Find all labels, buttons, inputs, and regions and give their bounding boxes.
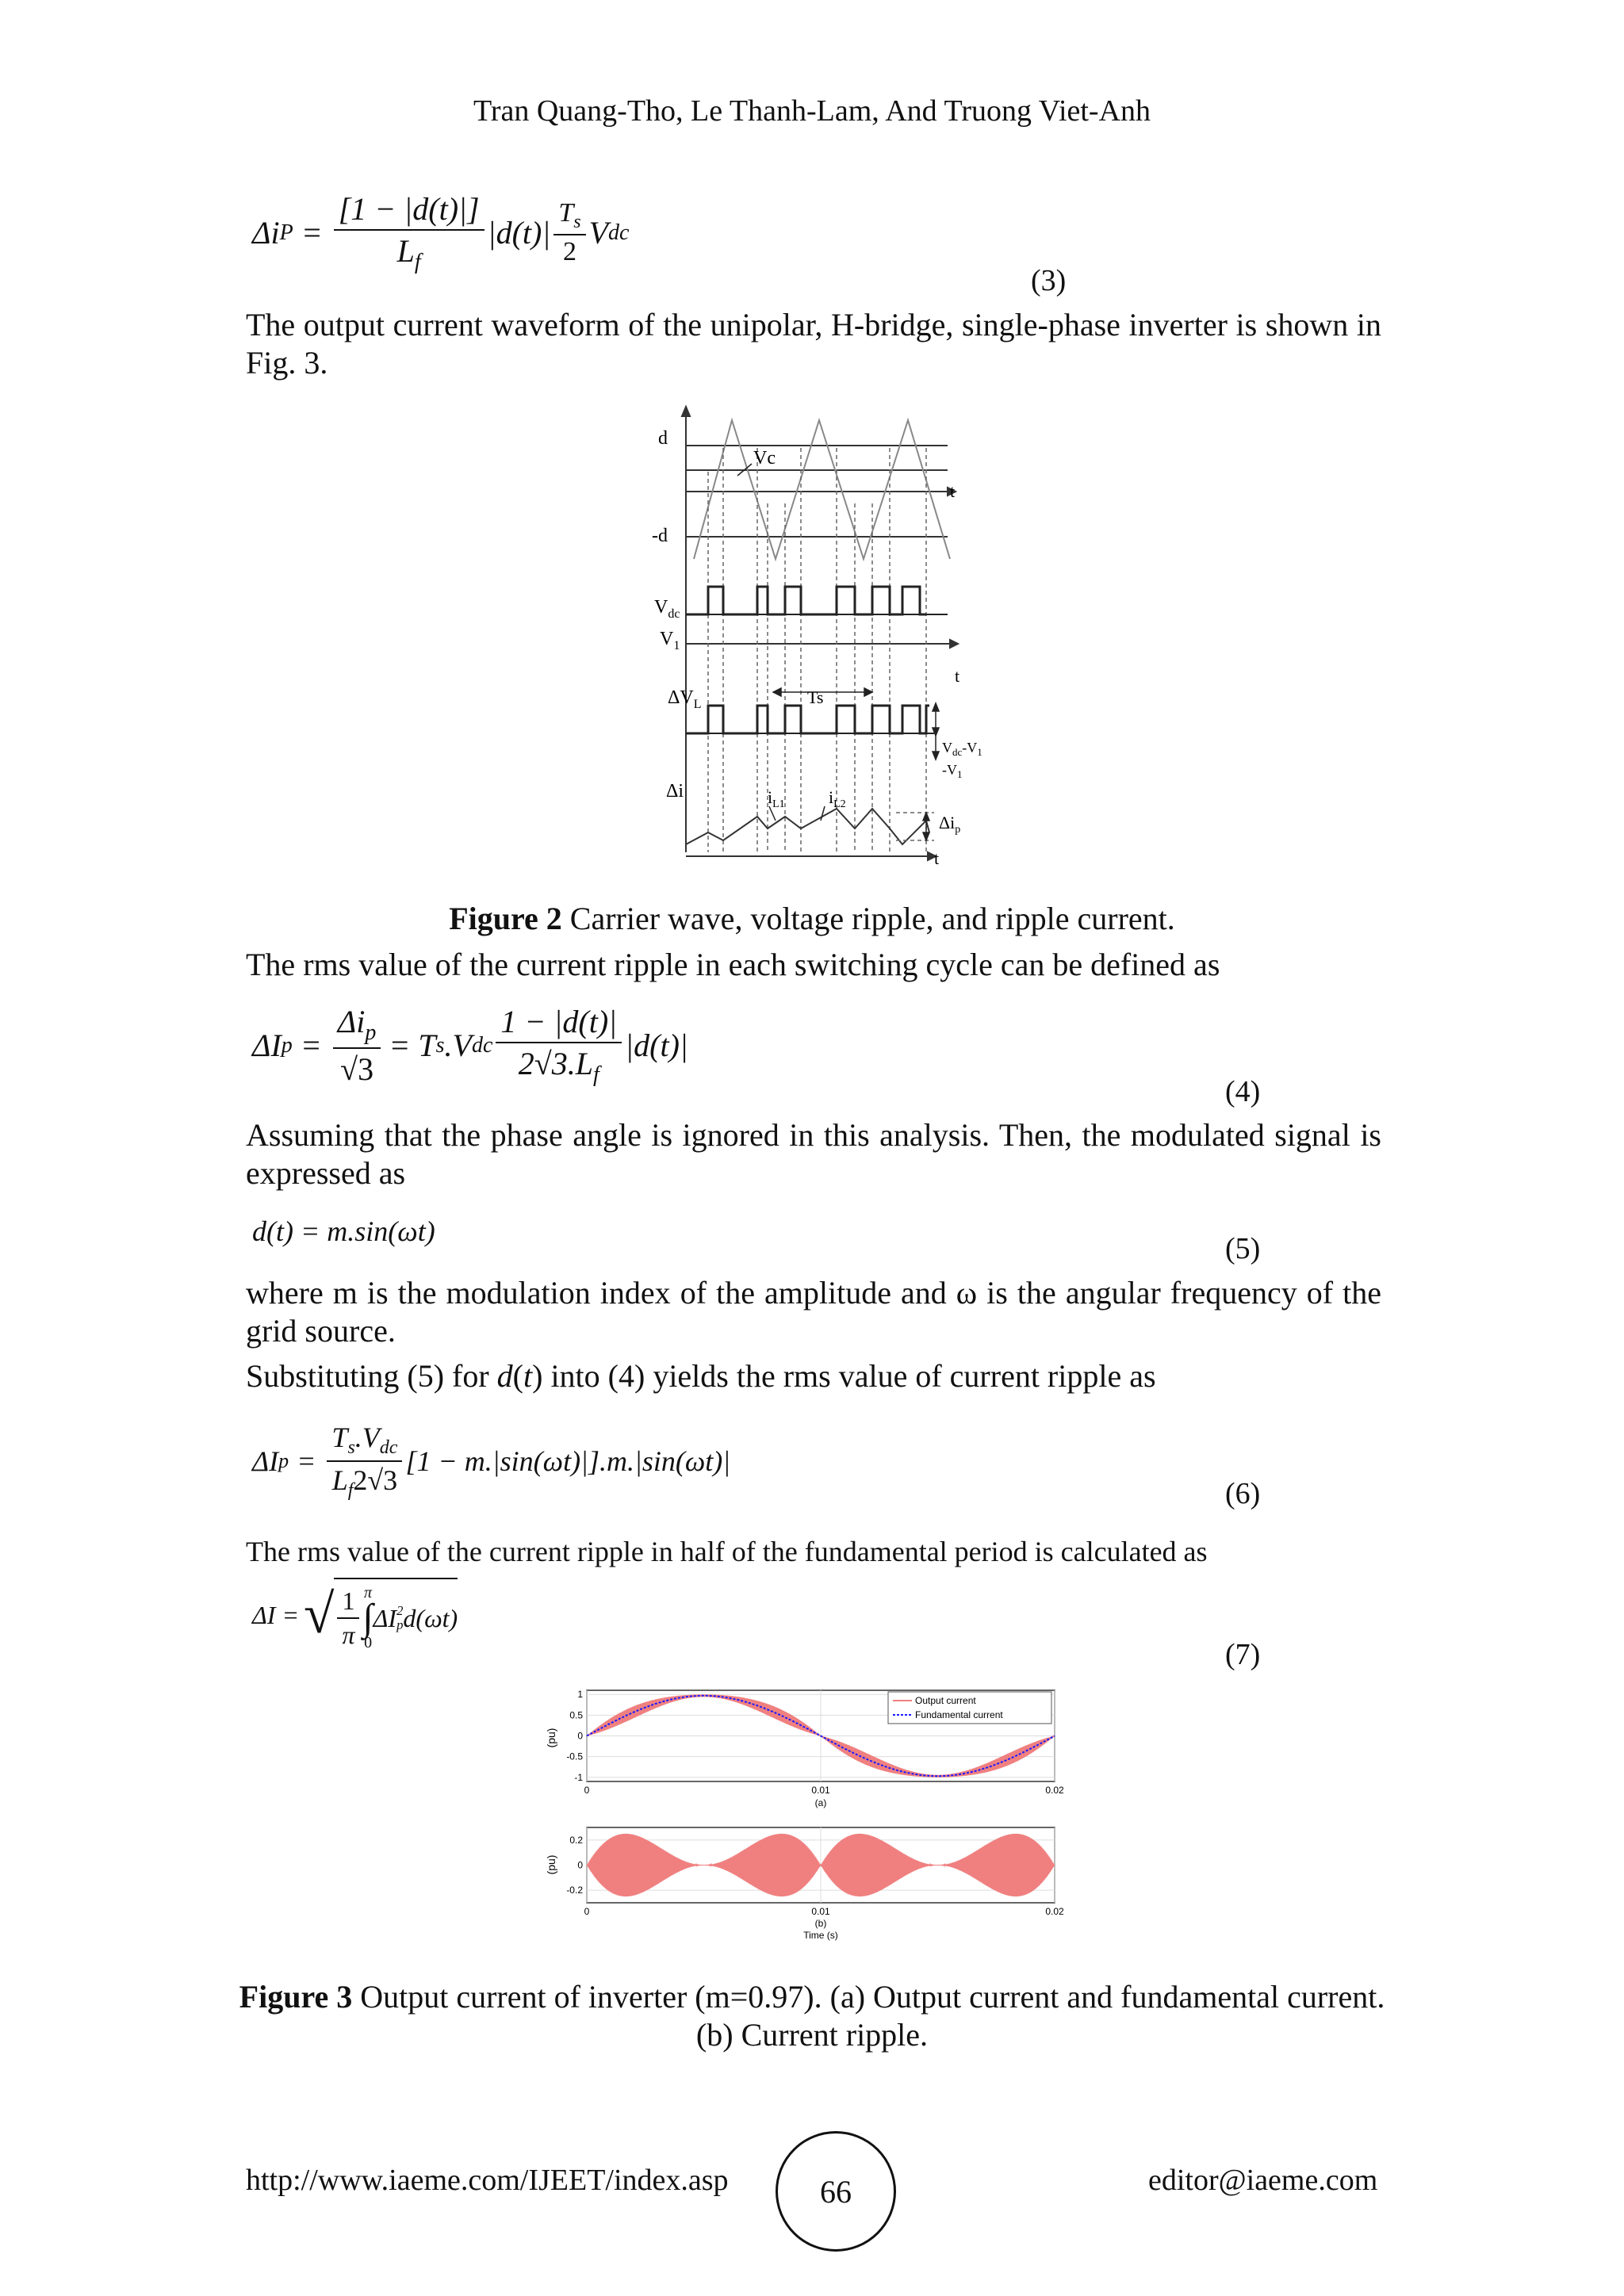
fig3a-ytick-label: 1 (577, 1689, 583, 1701)
fig3-panel-b (545, 1827, 1064, 1941)
fig3a-sublabel: (a) (814, 1797, 827, 1808)
fig2-label-t2: t (955, 666, 960, 686)
equation-3: Δi P = $\frac{[1 - |d(t)|]}{L_f}$ |d(t)| $\frac{T_s}{2}$ V dc (252, 191, 630, 274)
fig2-label-vc: Vc (753, 448, 776, 469)
fig3a-ylabel: (pu) (545, 1728, 557, 1748)
fig2-label-il1: $i_{L1}$ (768, 787, 785, 810)
fig2-label-il2: $i_{L2}$ (829, 787, 846, 810)
paragraph-5: Substituting (5) for d(t) into (4) yields the rms value of current ripple as (246, 1358, 1156, 1394)
fig2-label-di: Δi (666, 781, 684, 802)
fig3b-ytick-label: 0 (577, 1859, 583, 1871)
equation-7-number: (7) (1225, 1638, 1261, 1671)
equation-5-number: (5) (1225, 1232, 1261, 1265)
fig3a-legend-output: Output current (915, 1695, 976, 1706)
equation-7: ΔI = √ $\frac{1}{\pi}$ π ∫ 0 ΔI 2 p d(ωt) (252, 1578, 458, 1652)
fig2-pulse-dvl (686, 706, 929, 733)
fig2-label-t1: t (950, 481, 956, 501)
fig2-label-v1: $V_1$ (660, 629, 680, 652)
fig3b-xtick-label: 0.02 (1045, 1906, 1064, 1917)
fig2-vdc-v1-arrows (933, 703, 939, 760)
equation-5: d(t) = m.sin(ωt) (252, 1215, 435, 1247)
sqrt-sign: √ (304, 1584, 335, 1645)
fig3a-xtick-label: 0.02 (1045, 1785, 1064, 1796)
paragraph-2: The rms value of the current ripple in each switching cycle can be defined as (246, 947, 1220, 982)
page-number: 66 (776, 2131, 896, 2252)
fig2-leaders (737, 464, 825, 821)
fig2-label-neg-d: -d (652, 526, 668, 546)
fig2-carrier-wave (694, 420, 950, 559)
fig3b-ytick-label: -0.2 (566, 1885, 583, 1896)
fig3a-ytick-label: 0.5 (569, 1709, 583, 1721)
fig3b-xlabel: Time (s) (803, 1930, 838, 1941)
fig3a-xtick-label: 0 (584, 1785, 590, 1796)
fig3a-ytick-label: -1 (574, 1771, 583, 1783)
equation-4: ΔI p = $\frac{\Delta i_p}{√3}$ = T s .V dc $\frac{1 - |d(t)|}{2√3.L_f}$ |d(t)| (252, 1004, 688, 1087)
paragraph-6: The rms value of the current ripple in half of the fundamental period is calculated as (246, 1536, 1208, 1567)
figure-3-chart (539, 1681, 1078, 1974)
footer-url[interactable]: http://www.iaeme.com/IJEET/index.asp (246, 2164, 729, 2197)
fig2-dashed-lines (708, 448, 926, 852)
fig2-label-t3: t (934, 848, 940, 868)
figure-3-caption: Figure 3 Output current of inverter (m=0.97). (a) Output current and fundamental current. (b) Current ripple. (239, 1979, 1385, 2053)
equation-6: ΔI p = $\frac{T_s.V_{dc}}{L_f2√3}$ [1 − m.|sin(ωt)|].m.|sin(ωt)| (252, 1422, 731, 1502)
fig3-panel-a (545, 1689, 1064, 1808)
fig2-label-ts: Ts (807, 687, 824, 707)
footer-email[interactable]: editor@iaeme.com (1148, 2164, 1378, 2197)
fig3a-ytick-label: -0.5 (566, 1751, 583, 1762)
fig2-label-neg-v1: $-V_1$ (942, 762, 963, 780)
fig2-label-dvl: $\Delta V_L$ (668, 687, 702, 711)
equation-3-number: (3) (1031, 264, 1067, 297)
fig3b-xtick-label: 0.01 (811, 1906, 830, 1917)
equation-6-number: (6) (1225, 1477, 1261, 1510)
running-header: Tran Quang-Tho, Le Thanh-Lam, And Truong Viet-Anh (473, 94, 1151, 128)
fig2-label-vdc-v1: $V_{dc}-V_1$ (942, 740, 982, 758)
fig3a-xtick-label: 0.01 (811, 1785, 830, 1796)
fig2-pulse-vdc (686, 587, 926, 614)
fig2-label-dip: $\Delta i_p$ (939, 813, 961, 836)
figure-2-caption: Figure 2 Carrier wave, voltage ripple, and ripple current. (449, 901, 1175, 936)
fig3a-ytick-label: 0 (577, 1730, 583, 1742)
figure-2-diagram (634, 400, 983, 868)
fig3a-legend-fundamental: Fundamental current (915, 1709, 1003, 1720)
paragraph-3: Assuming that the phase angle is ignored in this analysis. Then, the modulated signal is expressed as (246, 1117, 1381, 1191)
fig2-label-vdc: $V_{dc}$ (654, 597, 680, 621)
fig3b-ytick-label: 0.2 (569, 1834, 583, 1846)
fig3b-sublabel: (b) (814, 1918, 827, 1929)
paragraph-1: The output current waveform of the unipolar, H-bridge, single-phase inverter is shown in Fig. 3. (246, 307, 1381, 381)
fig3b-ylabel: (pu) (545, 1854, 557, 1875)
equation-4-number: (4) (1225, 1075, 1261, 1108)
fig3a-legend (888, 1692, 1051, 1724)
paragraph-4: where m is the modulation index of the amplitude and ω is the angular frequency of the grid source. (246, 1275, 1381, 1349)
fig2-label-d: d (658, 428, 668, 449)
fig2-ripple-current (686, 809, 929, 844)
fig3b-xtick-label: 0 (584, 1906, 590, 1917)
